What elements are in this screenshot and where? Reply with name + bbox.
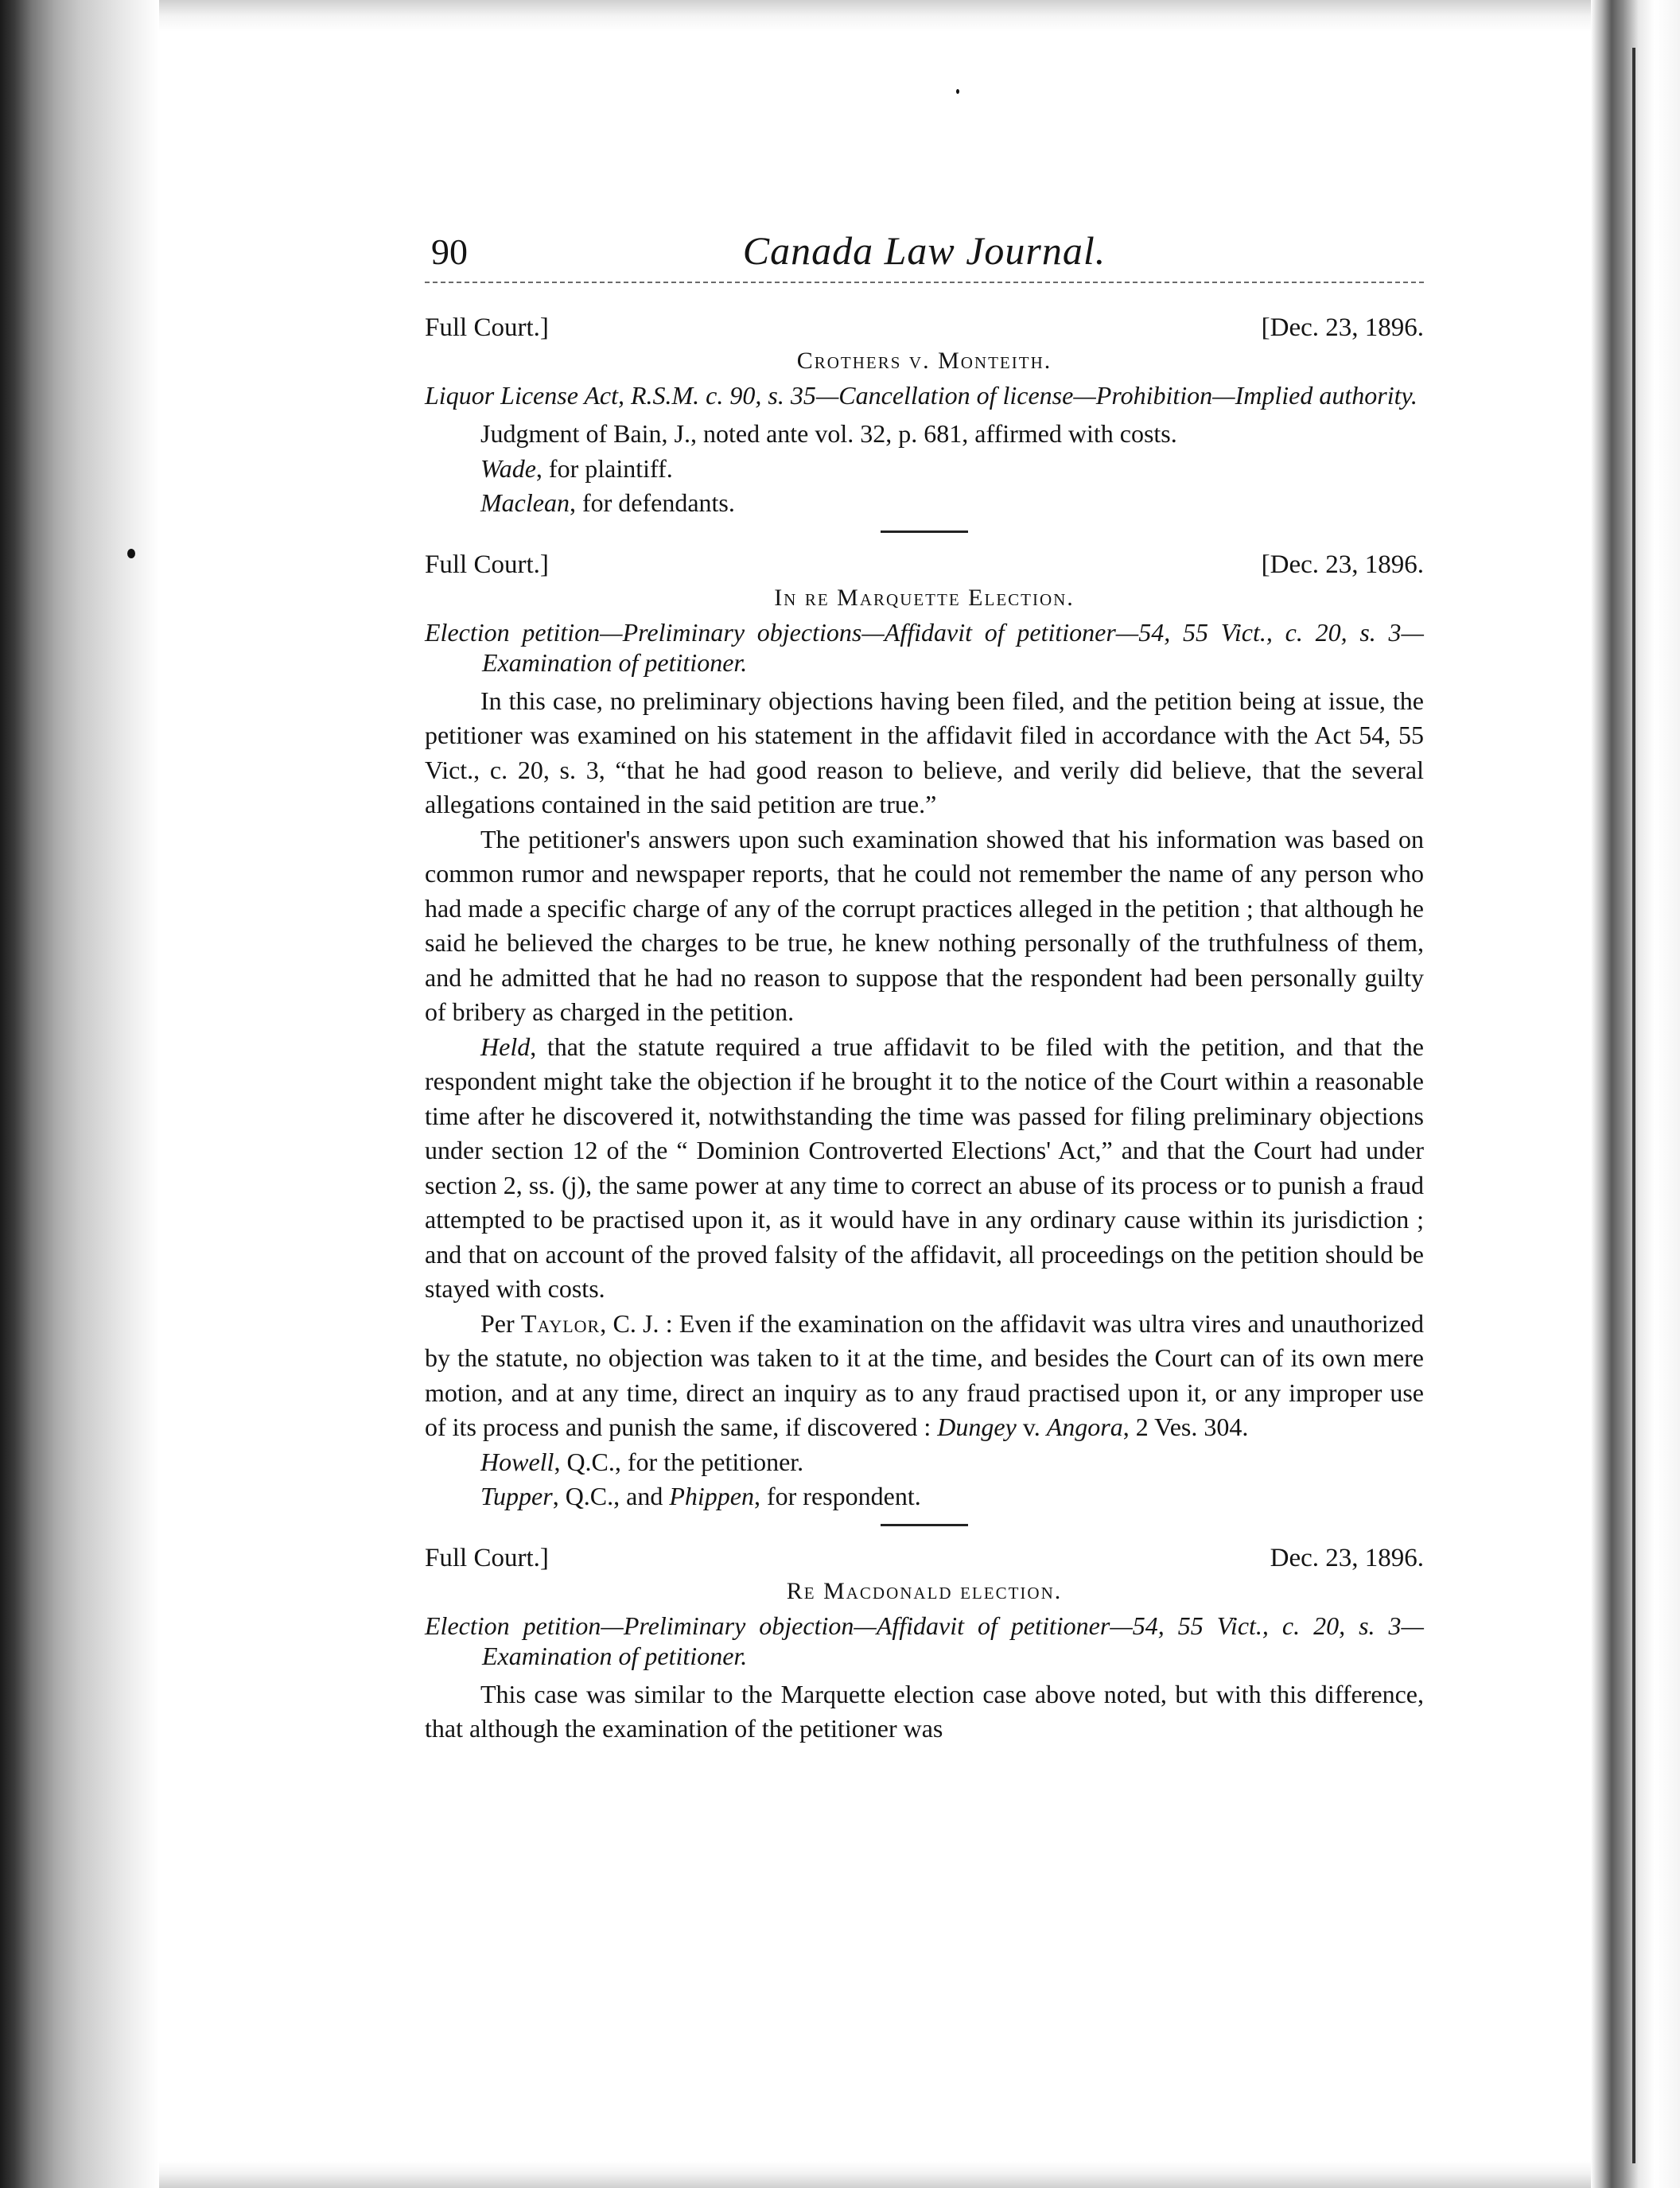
held-paragraph <box>425 1030 1424 1307</box>
counsel-name: Maclean <box>480 488 570 517</box>
scan-bottom-edge <box>159 2161 1591 2188</box>
scan-speck <box>127 549 135 558</box>
case-title: Crothers v. Monteith. <box>796 348 1052 374</box>
per-lead: Per <box>480 1308 521 1338</box>
citation-versus: v. <box>1016 1413 1047 1441</box>
counsel-name: Tupper <box>480 1482 553 1510</box>
citation-reference: , 2 Ves. 304. <box>1122 1413 1249 1441</box>
case-divider <box>881 530 968 533</box>
citation-party: Dungey <box>937 1413 1017 1441</box>
catchwords: Election petition—Preliminary objections—Affidavit of petitioner—54, 55 Vict., c. 20, s. 3—Examination of petitioner. <box>425 617 1424 677</box>
case-macdonald-election <box>425 1541 1424 1747</box>
scan-right-gutter <box>1632 48 1635 2163</box>
per-curiam-paragraph <box>425 1307 1424 1445</box>
counsel-line <box>425 1445 1424 1480</box>
counsel-role: , for respondent. <box>753 1482 921 1510</box>
catchwords: Liquor License Act, R.S.M. c. 90, s. 35—Cancellation of license—Prohibition—Implied authority. <box>425 381 1418 410</box>
court-name: Full Court.] <box>425 313 549 342</box>
counsel-role: , Q.C., and <box>552 1482 670 1510</box>
case-date: [Dec. 23, 1896. <box>1261 313 1424 342</box>
case-marquette-election <box>425 547 1424 1514</box>
counsel-name: Howell <box>480 1447 554 1476</box>
scan-left-edge <box>0 0 159 2188</box>
case-date: Dec. 23, 1896. <box>1270 1543 1424 1572</box>
counsel-name: Wade <box>480 453 536 483</box>
judgment-paragraph: Judgment of Bain, J., noted ante vol. 32, p. 681, affirmed with costs. <box>480 419 1177 448</box>
court-name: Full Court.] <box>425 1543 549 1572</box>
case-divider <box>881 1524 968 1526</box>
scan-speck <box>956 89 959 94</box>
held-text: , that the statute required a true affidavit to be filed with the petition, and that the respondent might take the objection if he brought it to the notice of the Court within a reasonable time after he discovered it, notwithstanding the time was passed for filing preliminary objections under section 12 of the “ Dominion Controverted Elections' Act,” and that the Court had under section 2, ss. (j), the same power at any time to correct an abuse of its process or to punish a fraud attempted to be practised upon it, as it would have in any ordinary cause within its jurisdiction ; and that on account of the proved falsity of the affidavit, all proceedings on the petition should be stayed with costs. <box>425 1032 1424 1303</box>
per-text: , C. J. : Even if the examination on the affidavit was ultra vires and unauthorized by the statute, no objection was taken to it at the time, and besides the Court can of its own mere motion, and at any time, direct an inquiry as to any fraud practised upon it, or any improper use of its process and punish the same, if discovered : <box>425 1308 1425 1441</box>
counsel-role: , for defendants. <box>569 488 735 517</box>
counsel-role: , for plaintiff. <box>535 453 673 483</box>
scan-right-edge <box>1591 0 1680 2188</box>
journal-title: Canada Law Journal. <box>742 228 1106 273</box>
counsel-line <box>425 452 1424 487</box>
case-date: [Dec. 23, 1896. <box>1261 550 1424 579</box>
court-line <box>425 547 1424 582</box>
facts-paragraph: In this case, no preliminary objections having been filed, and the petition being at issue, the petitioner was examined on his statement in the affidavit filed in accordance with the Act 54, 55 Vict., c. 20, s. 3, “that he had good reason to believe, and verily did believe, that the several allegations contained in the said petition are true.” <box>425 686 1424 818</box>
held-lead: Held <box>480 1032 531 1061</box>
catchwords: Election petition—Preliminary objection—Affidavit of petitioner—54, 55 Vict., c. 20, s. 3—Examination of petitioner. <box>425 1611 1424 1670</box>
counsel-line <box>425 486 1424 521</box>
facts-paragraph: The petitioner's answers upon such examination showed that his information was based on common rumor and newspaper reports, that he could not remember the name of any person who had made a specific charge of any of the corrupt practices alleged in the petition ; that although he said he believed the charges to be true, he knew nothing personally of the truthfulness of them, and he admitted that he had no reason to suppose that the respondent had been personally guilty of bribery as charged in the petition. <box>425 824 1424 1026</box>
counsel-line <box>425 1479 1424 1514</box>
scan-top-edge <box>159 0 1591 32</box>
running-head <box>425 228 1424 283</box>
court-line <box>425 310 1424 345</box>
case-title: In re Marquette Election. <box>774 584 1075 611</box>
facts-paragraph: This case was similar to the Marquette election case above noted, but with this difference, that although the examination of the petitioner was <box>425 1679 1424 1743</box>
judge-name: Taylor <box>520 1308 601 1338</box>
journal-page <box>425 228 1425 1747</box>
page-number: 90 <box>431 231 468 272</box>
court-name: Full Court.] <box>425 550 549 579</box>
case-crothers-v-monteith <box>425 310 1424 521</box>
court-line <box>425 1541 1424 1576</box>
citation-party: Angora <box>1046 1413 1123 1441</box>
case-title: Re Macdonald election. <box>786 1577 1063 1604</box>
counsel-name: Phippen <box>669 1482 754 1510</box>
counsel-role: , Q.C., for the petitioner. <box>554 1447 804 1476</box>
